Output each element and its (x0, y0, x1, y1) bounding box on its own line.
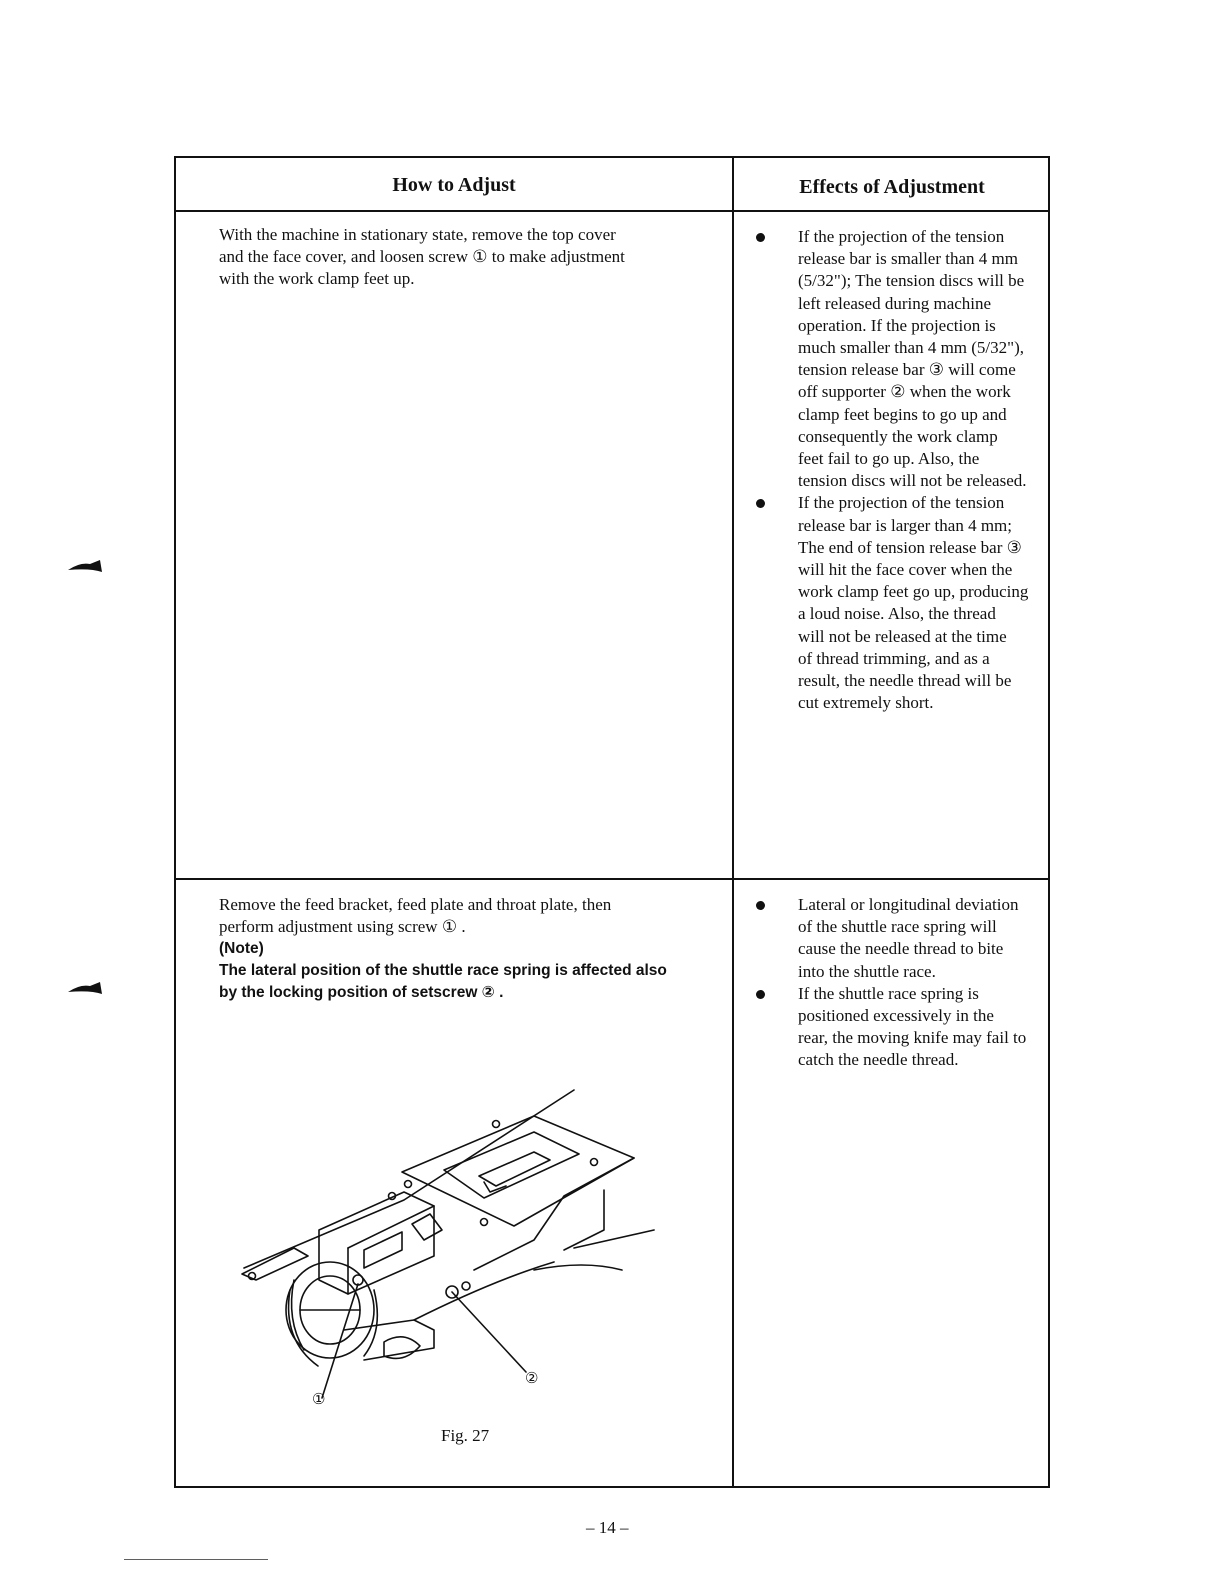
text-line: cut extremely short. (798, 693, 934, 713)
list-item (756, 894, 1026, 983)
text-line: If the projection of the tension (798, 227, 1005, 246)
text-line: will hit the face cover when the (798, 560, 1013, 580)
text-line: with the work clamp feet up. (219, 269, 415, 289)
text-line: left released during machine (798, 293, 992, 313)
text-line: release bar is larger than 4 mm; (798, 515, 1012, 535)
text-line: consequently the work clamp (798, 426, 998, 446)
margin-mark-icon (66, 558, 110, 578)
note-text: The lateral position of the shuttle race spring is affected also (219, 962, 667, 980)
text-line: If the projection of the tension (798, 493, 1005, 513)
text-line: rear, the moving knife may fail to (798, 1028, 1027, 1048)
text-line: Lateral or longitudinal deviation (798, 895, 1019, 914)
text-line: a loud noise. Also, the thread (798, 604, 996, 624)
figure-callout-2: ② (525, 1371, 539, 1387)
text-line: perform adjustment using screw ① . (219, 917, 466, 937)
text-line: cause the needle thread to bite (798, 939, 1004, 959)
list-item (756, 983, 1026, 1072)
text-line: off supporter ② when the work (798, 382, 1011, 402)
text-line: If the shuttle race spring is (798, 983, 979, 1003)
text-line: positioned excessively in the (798, 1006, 994, 1026)
text-line: tension discs will not be released. (798, 471, 1027, 491)
list-item (756, 492, 1028, 714)
row1-how-to-adjust (219, 224, 625, 291)
row-divider (176, 878, 1048, 880)
note-label: (Note) (219, 940, 264, 958)
text-line: The end of tension release bar ③ (798, 537, 1022, 557)
margin-mark-icon (66, 980, 110, 1000)
text-line: into the shuttle race. (798, 961, 936, 981)
header-how-to-adjust: How to Adjust (392, 174, 516, 196)
text-line: result, the needle thread will be (798, 671, 1012, 691)
row2-how-to-adjust (219, 894, 667, 1004)
page-number: – 14 – (586, 1518, 629, 1537)
note-text: by the locking position of setscrew ② . (219, 984, 504, 1002)
text-line: work clamp feet go up, producing (798, 582, 1029, 602)
list-item (756, 226, 1028, 492)
header-divider (176, 210, 1048, 212)
text-line: (5/32"); The tension discs will be (798, 271, 1025, 291)
text-line: and the face cover, and loosen screw ① to make adjustment (219, 247, 625, 267)
text-line: operation. If the projection is (798, 315, 996, 335)
text-line: tension release bar ③ will come (798, 360, 1016, 380)
text-line: catch the needle thread. (798, 1050, 959, 1070)
text-line: clamp feet begins to go up and (798, 404, 1007, 424)
text-line: much smaller than 4 mm (5/32"), (798, 338, 1025, 358)
column-divider (732, 158, 734, 1486)
text-line: Remove the feed bracket, feed plate and throat plate, then (219, 895, 612, 914)
figure-27-illustration (234, 1080, 674, 1410)
row1-effects-list (756, 226, 1028, 714)
bottom-rule (124, 1559, 268, 1560)
header-effects-of-adjustment: Effects of Adjustment (799, 176, 985, 198)
text-line: of thread trimming, and as a (798, 648, 990, 668)
figure-callout-1: ① (312, 1392, 326, 1408)
row2-effects-list (756, 894, 1026, 1072)
text-line: release bar is smaller than 4 mm (798, 249, 1018, 269)
text-line: With the machine in stationary state, remove the top cover (219, 225, 616, 244)
text-line: of the shuttle race spring will (798, 917, 997, 937)
text-line: feet fail to go up. Also, the (798, 449, 980, 469)
text-line: will not be released at the time (798, 626, 1007, 646)
figure-caption: Fig. 27 (441, 1426, 490, 1445)
